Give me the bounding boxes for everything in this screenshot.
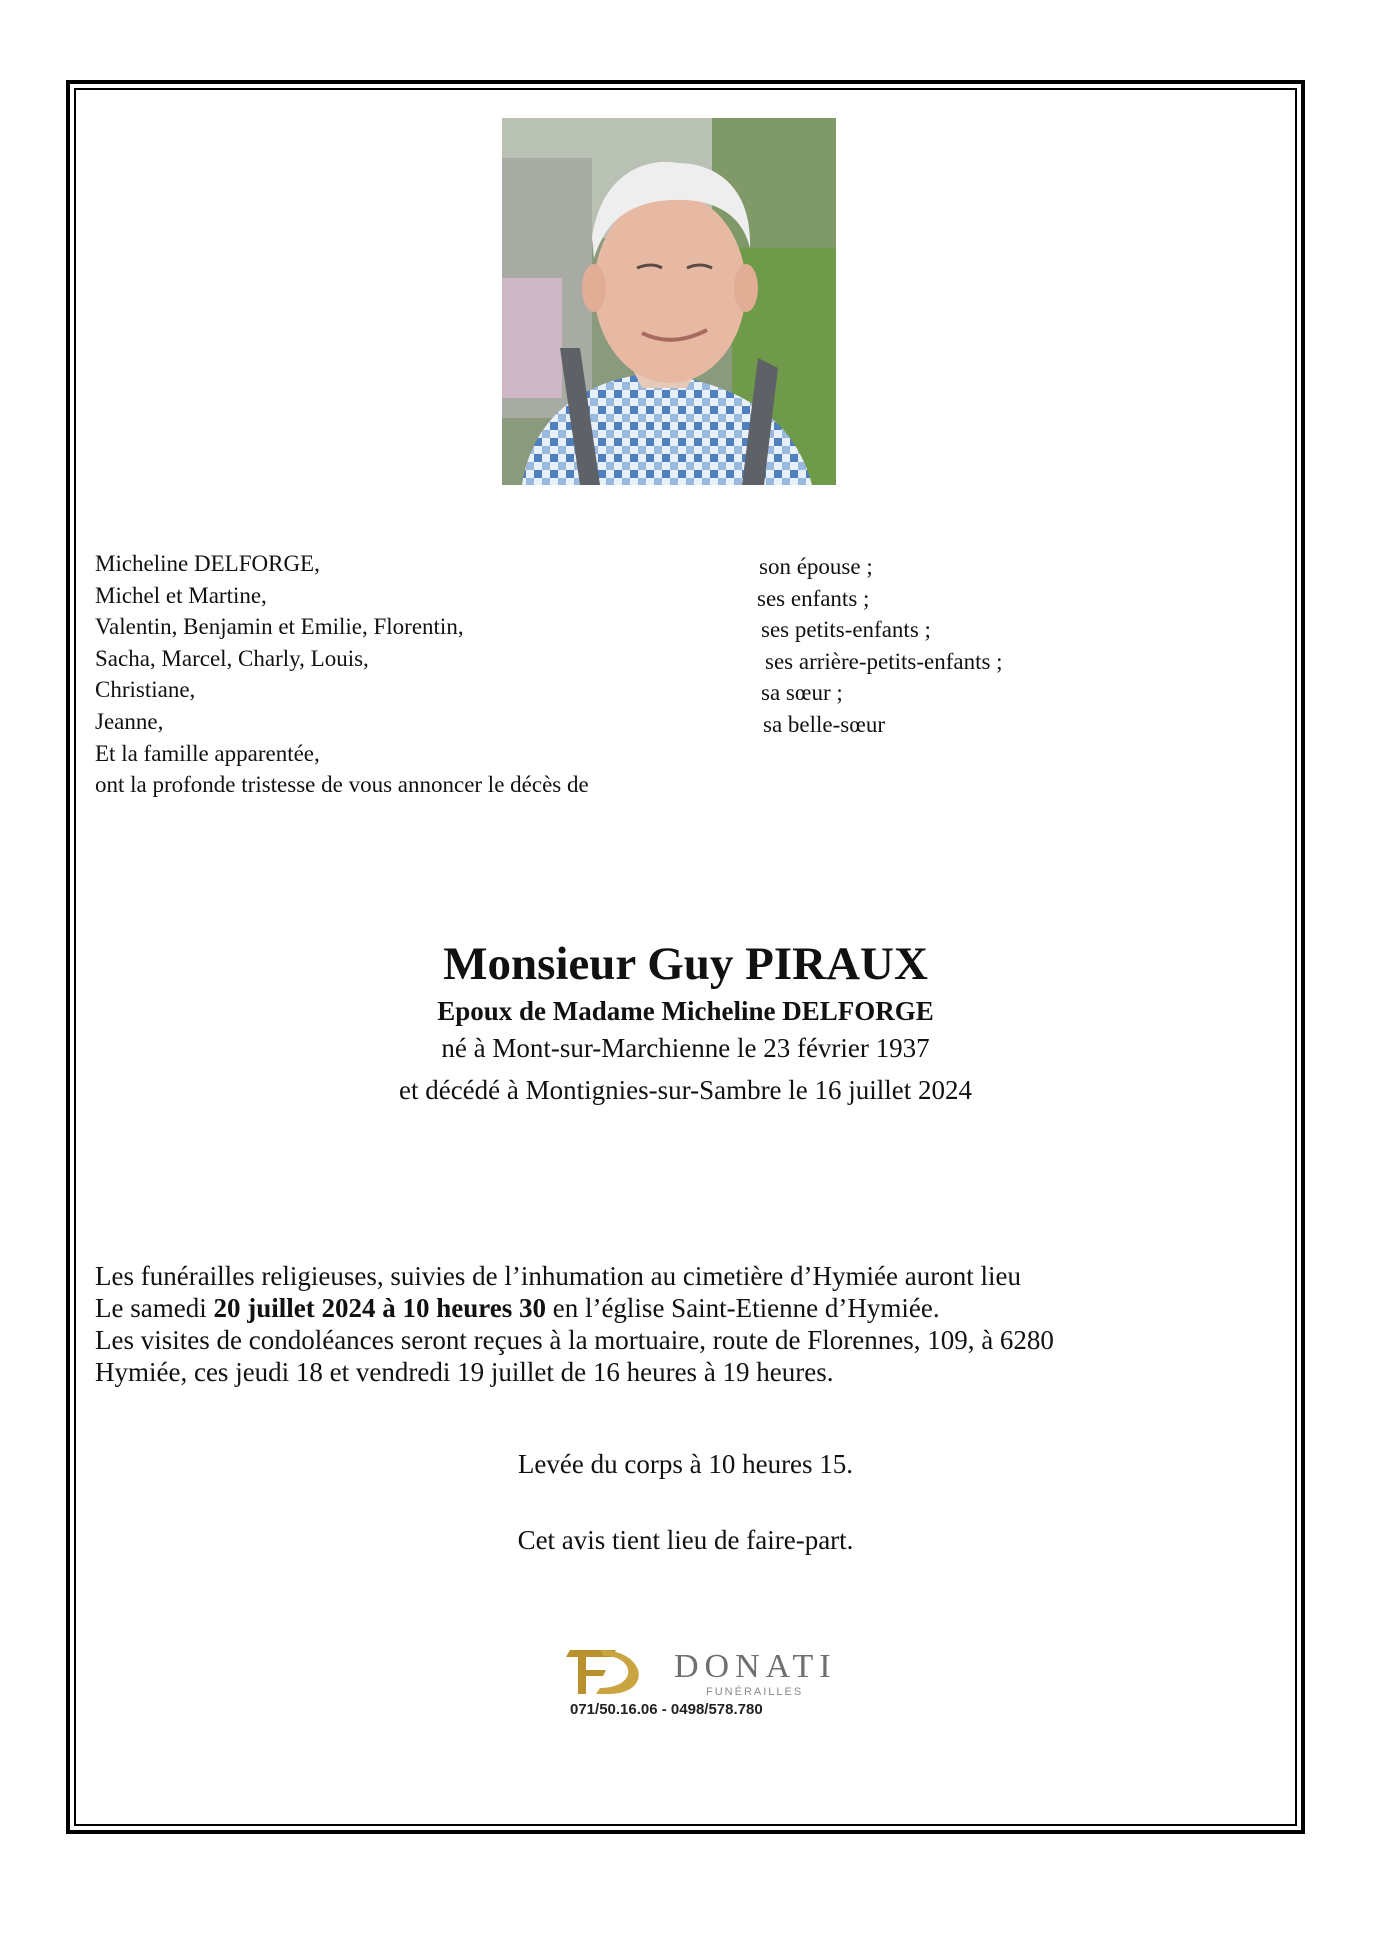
family-relation: sa belle-sœur	[763, 711, 885, 737]
family-member: Valentin, Benjamin et Emilie, Florentin,	[95, 614, 464, 640]
family-member: Christiane,	[95, 677, 196, 703]
family-row	[95, 738, 1095, 770]
family-member: Sacha, Marcel, Charly, Louis,	[95, 645, 369, 671]
deceased-name: Monsieur Guy PIRAUX	[443, 938, 928, 990]
family-row	[95, 611, 1095, 643]
levee-line: Levée du corps à 10 heures 15.	[517, 1449, 854, 1479]
notice-line: Cet avis tient lieu de faire-part.	[517, 1525, 854, 1555]
funeral-line: Les visites de condoléances seront reçues à la mortuaire, route de Florennes, 109, à 6280	[95, 1325, 1054, 1355]
family-member: ont la profonde tristesse de vous annoncer le décès de	[95, 772, 589, 798]
birth-line: né à Mont-sur-Marchienne le 23 février 1937	[441, 1033, 930, 1063]
funeral-line: Les funérailles religieuses, suivies de l’inhumation au cimetière d’Hymiée auront lieu	[95, 1261, 1021, 1291]
funeral-line	[95, 1292, 1285, 1324]
family-row	[95, 580, 1095, 612]
funeral-date: 20 juillet 2024 à 10 heures 30	[213, 1293, 546, 1323]
donati-logo	[556, 1644, 837, 1724]
logo-subtitle: FUNÉRAILLES	[706, 1686, 804, 1698]
family-member: Michel et Martine,	[95, 582, 267, 608]
family-row	[95, 674, 1095, 706]
funeral-line: Hymiée, ces jeudi 18 et vendredi 19 juillet de 16 heures à 19 heures.	[95, 1357, 834, 1387]
family-list	[95, 548, 1095, 801]
family-row	[95, 643, 1095, 675]
death-line: et décédé à Montignies-sur-Sambre le 16 juillet 2024	[398, 1075, 973, 1105]
donati-emblem-icon	[556, 1644, 666, 1700]
family-row	[95, 548, 1095, 580]
family-member: Jeanne,	[95, 708, 164, 734]
spouse-line: Epoux de Madame Micheline DELFORGE	[437, 996, 934, 1026]
funeral-location: en l’église Saint-Etienne d’Hymiée.	[545, 1293, 940, 1323]
family-member: Et la famille apparentée,	[95, 740, 320, 766]
family-row	[95, 769, 1095, 801]
funeral-details	[95, 1260, 1285, 1388]
family-row	[95, 706, 1095, 738]
family-relation: ses arrière-petits-enfants ;	[765, 648, 1003, 674]
funeral-date-prefix: Le samedi	[95, 1293, 214, 1323]
logo-phones: 071/50.16.06 - 0498/578.780	[570, 1701, 763, 1718]
family-relation: ses enfants ;	[757, 585, 870, 611]
family-relation: ses petits-enfants ;	[761, 617, 931, 643]
family-relation: son épouse ;	[759, 554, 873, 579]
family-relation: sa sœur ;	[761, 680, 843, 706]
family-member: Micheline DELFORGE,	[95, 551, 320, 576]
logo-name: DONATI	[674, 1648, 837, 1685]
portrait-photo	[502, 118, 836, 485]
